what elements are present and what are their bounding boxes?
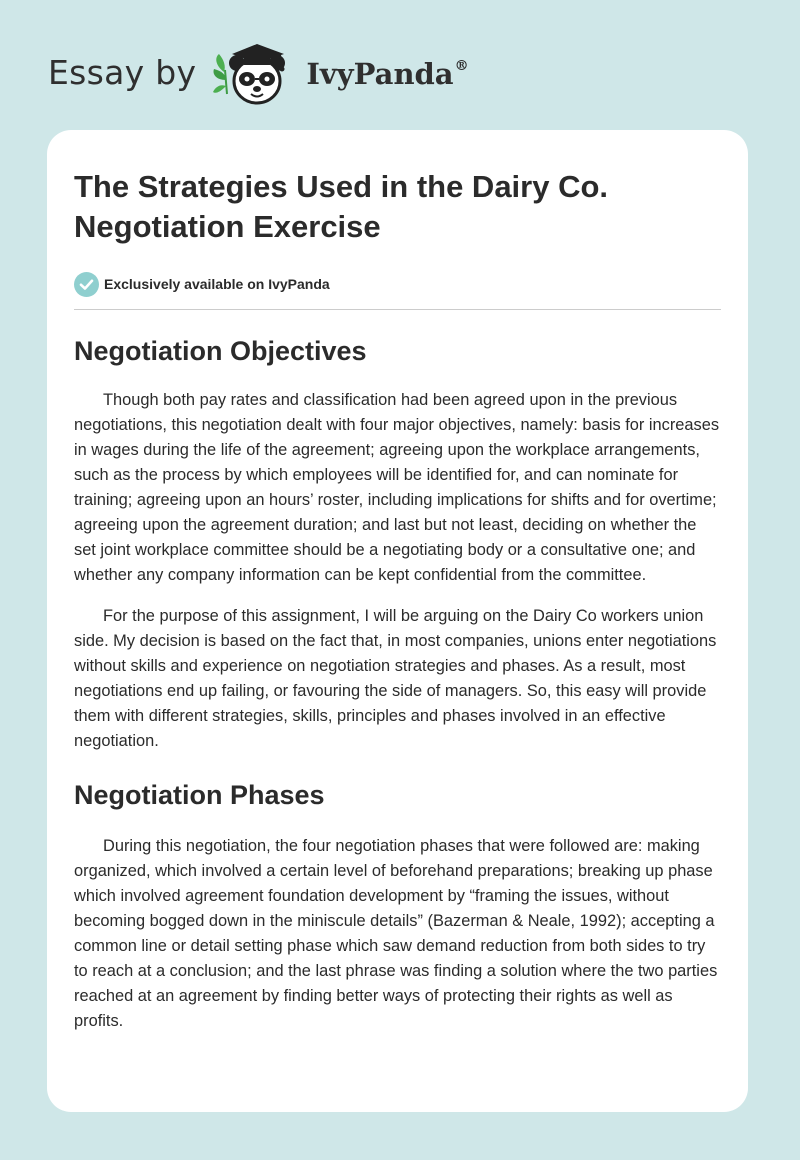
exclusive-badge-text: Exclusively available on IvyPanda xyxy=(104,276,330,292)
check-circle-icon xyxy=(74,272,99,297)
site-header xyxy=(48,36,469,108)
brand-name-text: IvyPanda xyxy=(306,57,454,91)
panda-logo-icon[interactable] xyxy=(210,36,302,108)
section-heading-phases: Negotiation Phases xyxy=(74,780,325,810)
brand-prefix: Essay by xyxy=(48,52,197,92)
essay-card xyxy=(47,130,748,1112)
registered-mark: ® xyxy=(454,58,469,74)
essay-title: The Strategies Used in the Dairy Co. Negotiation Exercise xyxy=(74,169,609,244)
exclusive-badge xyxy=(74,271,721,297)
paragraph-objectives-2: For the purpose of this assignment, I will be arguing on the Dairy Co workers union side. My decision is based on the fact that, in most companies, unions enter negotiations without skills and experience on negotiation strategies and phases. As a result, most negotiations end up failing, or favouring the side of managers. So, this easy will provide them with different strategies, skills, principles and phases involved in an effective negotiation. xyxy=(74,607,717,750)
section-heading-objectives: Negotiation Objectives xyxy=(74,336,367,366)
divider xyxy=(74,309,721,310)
paragraph-phases-1: During this negotiation, the four negotiation phases that were followed are: making organized, which involved a certain level of beforehand preparations; breaking up phase which involved agreement foundation development by “framing the issues, without becoming bogged down in the miniscule details” (Bazerman & Neale, 1992); accepting a common line or detail setting phase which saw demand reduction from both sides to try to reach at a conclusion; and the last phrase was finding a solution where the two parties reached at an agreement by finding better ways of protecting their rights as well as profits. xyxy=(74,837,718,1030)
paragraph-objectives-1: Though both pay rates and classification had been agreed upon in the previous negotiations, this negotiation dealt with four major objectives, namely: basis for increases in wages during the life of the agreement; agreeing upon the workplace arrangements, such as the process by which employees will be identified for, and can nominate for training; agreeing upon an hours’ roster, including implications for shifts and for overtime; agreeing upon the agreement duration; and last but not least, deciding on whether the set joint workplace committee should be a negotiating body or a consultative one; and whether any company information can be kept confidential from the committee. xyxy=(74,391,720,584)
brand-name xyxy=(306,57,468,91)
